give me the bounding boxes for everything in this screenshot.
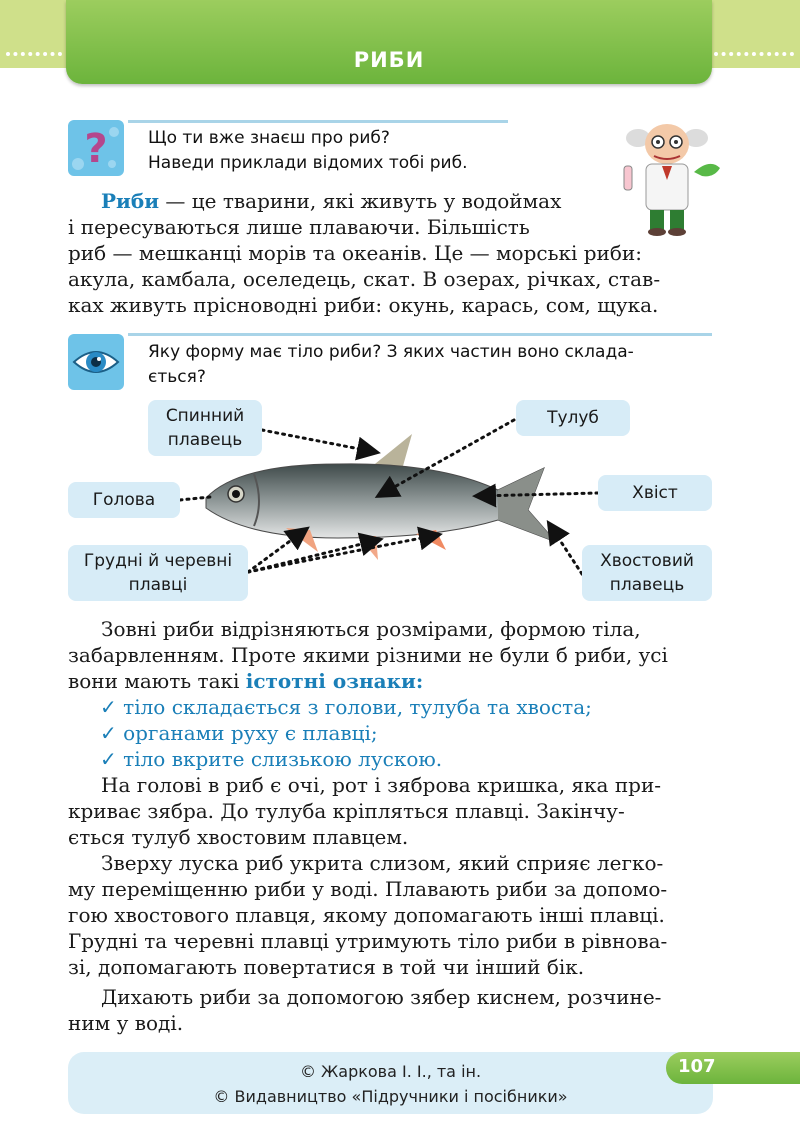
scales-line: Грудні та черевні плавці утримують тіло риби в рівнова-: [68, 929, 668, 953]
scales-line: му переміщенню риби у воді. Плавають риби за допомо-: [68, 877, 668, 901]
header-dots-right: [714, 52, 794, 56]
header-dots-left: [6, 52, 62, 56]
label-tail: Хвіст: [598, 475, 712, 511]
pelvic-fin: [358, 536, 378, 560]
label-line: плавець: [167, 430, 243, 450]
dorsal-fin: [370, 434, 412, 468]
intro-line: — це тварини, які живуть у водоймах: [159, 189, 562, 213]
scales-line: зі, допомагають повертатися в той чи інший бік.: [68, 955, 585, 979]
label-body: Тулуб: [516, 400, 630, 436]
features-line: забарвленням. Проте якими різними не були б риби, усі: [68, 643, 668, 667]
observe-line: ється?: [148, 367, 206, 387]
features-highlight: істотні ознаки:: [245, 669, 424, 693]
copyright-box: [68, 1052, 713, 1114]
professor-illustration: [618, 118, 728, 236]
page-number: 107: [666, 1052, 800, 1084]
term-fish: Риби: [101, 189, 160, 213]
copyright-publisher: © Видавництво «Підручники і посібники»: [213, 1087, 568, 1106]
eye-icon: [68, 334, 124, 390]
page-title: РИБИ: [353, 48, 425, 72]
label-line: Хвостовий: [600, 551, 694, 571]
question-text: [148, 126, 467, 176]
page-header: [0, 0, 800, 82]
label-line: Спинний: [165, 406, 245, 426]
observe-text: [148, 340, 634, 390]
feature-text: тіло складається з голови, тулуба та хвоста;: [123, 695, 592, 719]
observe-line: Яку форму має тіло риби? З яких частин воно склада-: [148, 342, 634, 362]
title-bar: [66, 0, 712, 84]
breath-line: Дихають риби за допомогою зябер киснем, розчине-: [101, 985, 662, 1009]
check-icon: ✓: [100, 721, 117, 745]
question-line: Що ти вже знаєш про риб?: [148, 128, 390, 148]
feature-item: [100, 694, 592, 720]
intro-line: і пересуваються лише плаваючи. Більшість: [68, 215, 530, 239]
features-line: Зовні риби відрізняються розмірами, формою тіла,: [101, 617, 641, 641]
header-side-band-right: [705, 0, 800, 68]
feature-text: органами руху є плавці;: [123, 721, 378, 745]
question-rule: [128, 120, 508, 123]
label-line: плавці: [128, 575, 188, 595]
question-icon: [68, 120, 124, 176]
scales-line: гою хвостового плавця, якому допомагають інші плавці.: [68, 903, 665, 927]
observe-rule: [128, 333, 712, 336]
label-line: Грудні й черевні: [83, 551, 233, 571]
intro-line: ках живуть прісноводні риби: окунь, карась, сом, щука.: [68, 293, 659, 317]
intro-line: акула, камбала, оселедець, скат. В озерах, річках, став-: [68, 267, 661, 291]
tail-fin: [498, 468, 556, 542]
copyright-authors: © Жаркова І. І., та ін.: [299, 1062, 482, 1081]
label-pectoral-pelvic-fins: [68, 545, 248, 601]
label-tail-fin: [582, 545, 712, 601]
label-line: плавець: [609, 575, 685, 595]
head-line: криває зябра. До тулуба кріпляться плавці. Закінчу-: [68, 799, 625, 823]
feature-item: [100, 746, 442, 772]
check-icon: ✓: [100, 747, 117, 771]
features-lead: [68, 668, 713, 694]
check-icon: ✓: [100, 695, 117, 719]
label-dorsal-fin: [148, 400, 262, 456]
feature-item: [100, 720, 378, 746]
svg-text:?: ?: [84, 126, 108, 172]
intro-paragraph-first-line: [68, 188, 613, 214]
head-line: ється тулуб хвостовим плавцем.: [68, 825, 409, 849]
breath-line: ним у воді.: [68, 1011, 184, 1035]
label-head: Голова: [68, 482, 180, 518]
scales-line: Зверху луска риб укрита слизом, який сприяє легко-: [101, 851, 664, 875]
feature-text: тіло вкрите слизькою лускою.: [123, 747, 443, 771]
features-lead-text: вони мають такі: [68, 669, 246, 693]
header-side-band-left: [0, 0, 70, 68]
intro-line: риб — мешканці морів та океанів. Це — морські риби:: [68, 241, 642, 265]
head-line: На голові в риб є очі, рот і зяброва кришка, яка при-: [101, 773, 662, 797]
question-line: Наведи приклади відомих тобі риб.: [148, 153, 468, 173]
